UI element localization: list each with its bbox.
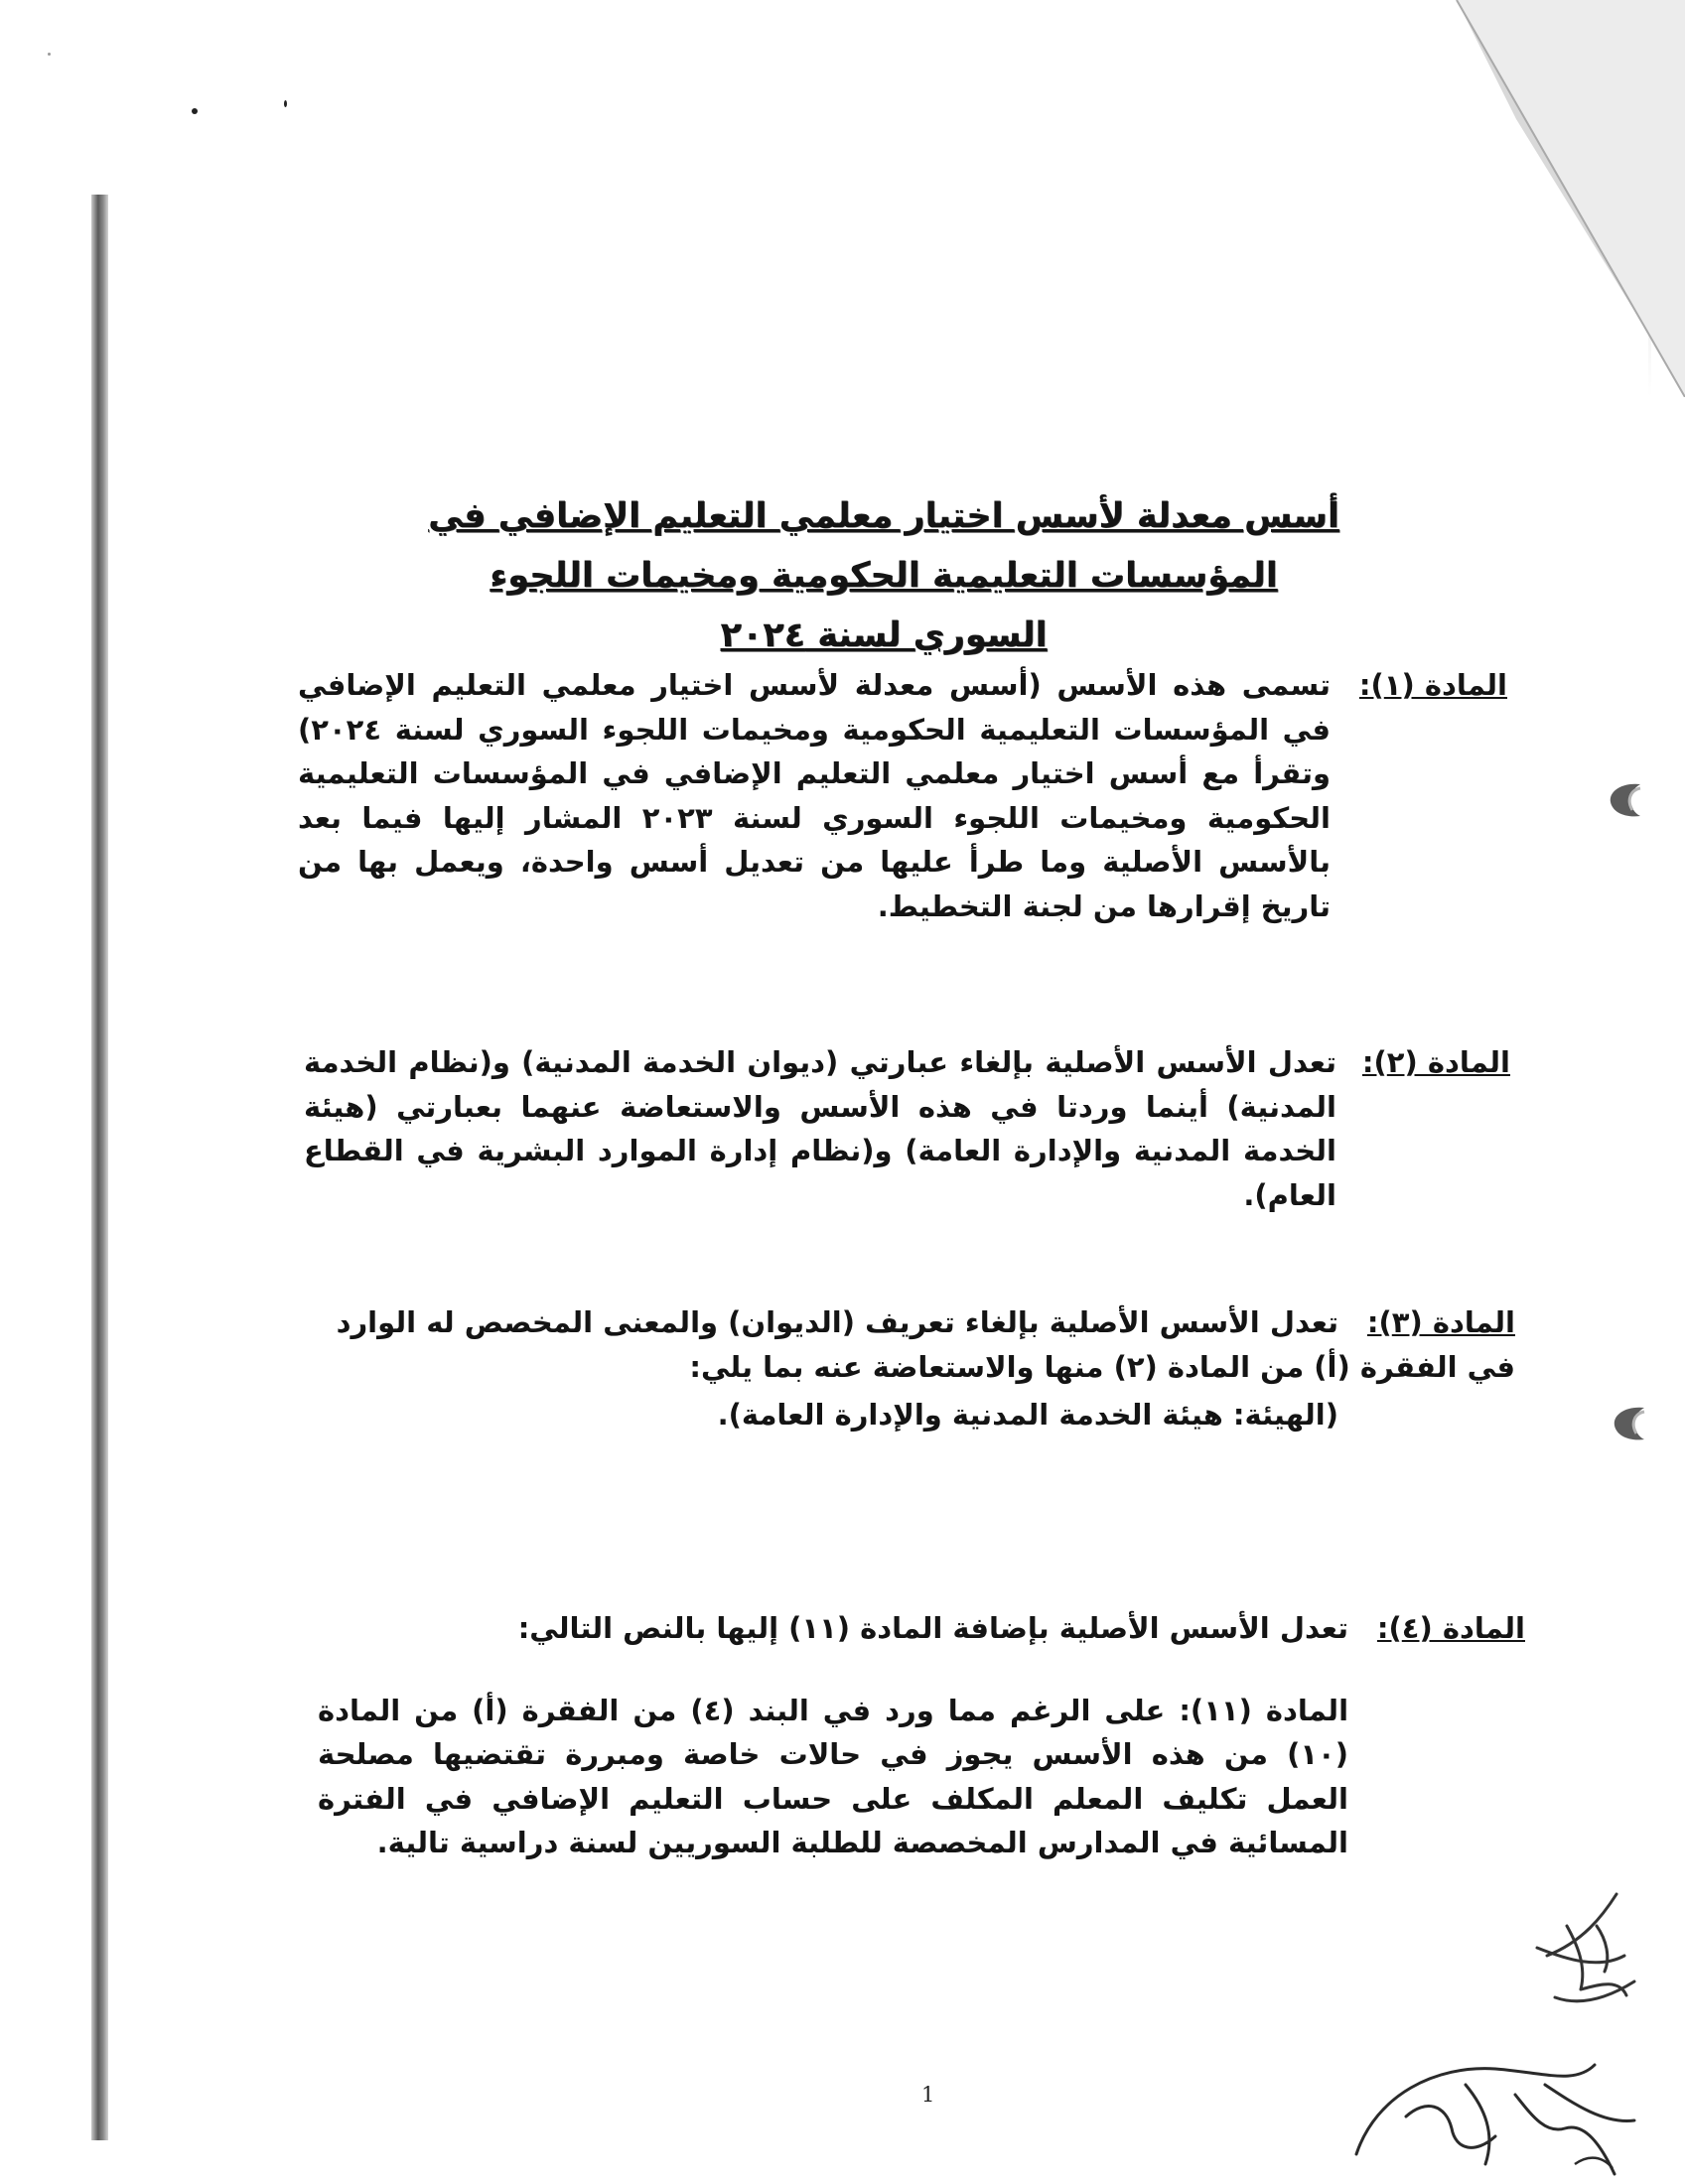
article-1	[298, 663, 1507, 928]
title-line: المؤسسات التعليمية الحكومية ومخيمات اللجوء السوري لسنة ٢٠٢٤	[490, 556, 1278, 655]
article-text: تعدل الأسس الأصلية بإلغاء عبارتي (ديوان الخدمة المدنية) و(نظام الخدمة المدنية) أينما وردتا في هذه الأسس والاستعاضة عنهما بعبارتي (هيئة الخدمة المدنية والإدارة العامة) و(نظام إدارة الموارد البشرية في القطاع العام).	[304, 1045, 1336, 1212]
punch-hole-mark	[1607, 780, 1642, 820]
article-3	[310, 1300, 1515, 1437]
article-text: تسمى هذه الأسس (أسس معدلة لأسس اختيار معلمي التعليم الإضافي في المؤسسات التعليمية الحكومية ومخيمات اللجوء السوري لسنة ٢٠٢٤) وتقرأ مع أسس اختيار معلمي التعليم الإضافي في المؤسسات التعليمية الحكومية ومخيمات اللجوء السوري لسنة ٢٠٢٣ المشار إليها فيما بعد بالأسس الأصلية وما طرأ عليها من تعديل أسس واحدة، ويعمل بها من تاريخ إقرارها من لجنة التخطيط.	[298, 668, 1331, 923]
folded-corner	[1397, 0, 1685, 397]
scan-speck	[48, 53, 51, 56]
article-label: المادة (٤):	[1376, 1611, 1525, 1645]
article-4	[318, 1606, 1525, 1865]
title-line: أسس معدلة لأسس اختيار معلمي التعليم الإضافي في	[428, 496, 1339, 536]
article-subtext: (الهيئة: هيئة الخدمة المدنية والإدارة العامة).	[717, 1398, 1338, 1432]
handwritten-signature	[1346, 2025, 1644, 2184]
article-quote: المادة (١١): على الرغم مما ورد في البند (٤) من الفقرة (أ) من المادة (١٠) من هذه الأسس يجوز في حالات خاصة ومبررة تقتضيها مصلحة العمل تكليف المعلم المكلف على حساب التعليم الإضافي في الفترة المسائية في المدارس المخصصة للطلبة السوريين لسنة دراسية تالية.	[318, 1693, 1349, 1859]
article-text: تعدل الأسس الأصلية بإلغاء تعريف (الديوان) والمعنى المخصص له الوارد في الفقرة (أ) من المادة (٢) منها والاستعاضة عنه بما يلي:	[336, 1305, 1515, 1384]
article-label: المادة (٣):	[1366, 1305, 1515, 1339]
article-2	[304, 1040, 1510, 1217]
article-label: المادة (١):	[1358, 668, 1507, 702]
punch-hole-mark	[1611, 1404, 1646, 1443]
handwritten-initials	[1507, 1886, 1656, 2025]
article-label: المادة (٢):	[1361, 1045, 1510, 1079]
article-text: تعدل الأسس الأصلية بإضافة المادة (١١) إليها بالنص التالي:	[517, 1611, 1348, 1645]
scan-edge-shadow	[91, 195, 108, 2140]
scan-speck	[192, 108, 198, 114]
page-number: 1	[921, 2083, 935, 2107]
scan-speck	[284, 100, 287, 107]
document-title	[417, 486, 1350, 665]
